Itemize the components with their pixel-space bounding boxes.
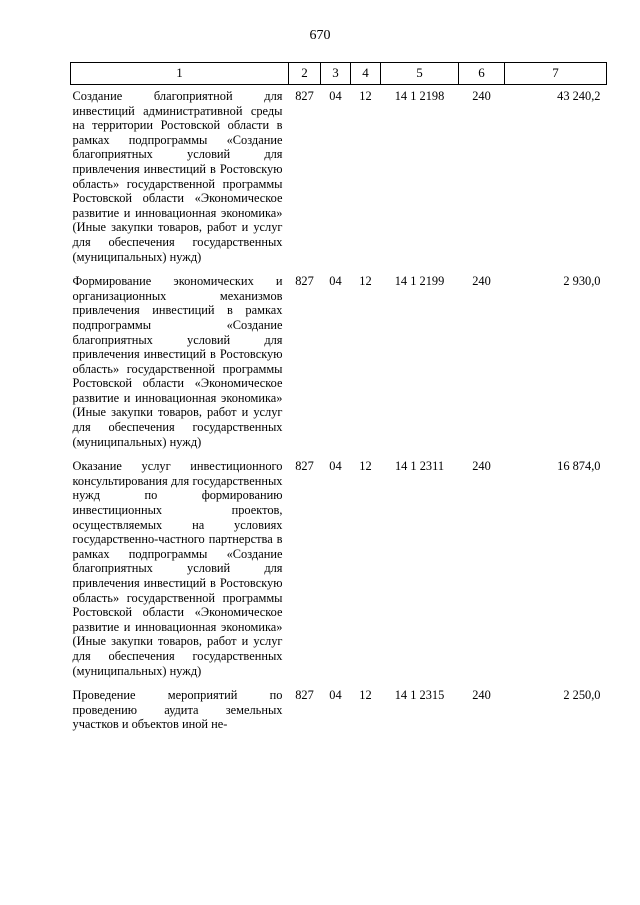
row-description: Создание благоприятной для инвестиций административной среды на территории Ростовской области в рамках подпрограммы «Создание благоприятных условий для привлечения инвестиций в Ростовскую область» государственной программы Ростовской области «Экономическое развитие и инновационная экономика» (Иные закупки товаров, работ и услуг для обеспечения государственных (муниципальных) нужд) bbox=[72, 89, 283, 264]
row-subsection-code: 12 bbox=[359, 89, 372, 103]
row-target-code: 14 1 2311 bbox=[394, 459, 445, 474]
row-expense-type: 240 bbox=[472, 89, 491, 103]
row-subsection-code: 12 bbox=[359, 688, 372, 703]
row-description: Оказание услуг инвестиционного консультирования для государственных нужд по формированию инвестиционных проектов, осуществляемых на условиях государственно-частного партнерства в рамках подпрограммы «Создание благоприятных условий для привлечения инвестиций в Ростовскую область» государственной программы Ростовской области «Экономическое развитие и инновационная экономика» (Иные закупки товаров, работ и услуг для обеспечения государственных (муниципальных) нужд) bbox=[72, 459, 283, 678]
row-amount: 2 930,0 bbox=[563, 274, 601, 289]
budget-table bbox=[70, 62, 607, 738]
row-expense-type: 240 bbox=[472, 274, 491, 289]
row-subsection-code: 12 bbox=[359, 459, 372, 474]
header-col-5: 5 bbox=[381, 63, 459, 85]
row-target-code: 14 1 2198 bbox=[394, 89, 445, 103]
header-col-3: 3 bbox=[321, 63, 351, 85]
row-ministry-code: 827 bbox=[295, 89, 314, 103]
header-col-2: 2 bbox=[289, 63, 321, 85]
table-row bbox=[71, 455, 607, 684]
row-description: Формирование экономических и организационных механизмов привлечения инвестиций в рамках подпрограммы «Создание благоприятных условий для привлечения инвестиций в Ростовскую область» государственной программы Ростовской области «Экономическое развитие и инновационная экономика» (Иные закупки товаров, работ и услуг для обеспечения государственных (муниципальных) нужд) bbox=[72, 274, 283, 449]
row-amount: 16 874,0 bbox=[557, 459, 601, 474]
table-row bbox=[71, 270, 607, 455]
table-header bbox=[71, 63, 607, 85]
table-body bbox=[71, 85, 607, 738]
row-expense-type: 240 bbox=[472, 459, 491, 474]
row-description: Проведение мероприятий по проведению аудита земельных участков и объектов иной не- bbox=[72, 688, 283, 732]
table-row bbox=[71, 684, 607, 738]
header-col-7: 7 bbox=[505, 63, 607, 85]
header-col-4: 4 bbox=[351, 63, 381, 85]
row-amount: 43 240,2 bbox=[557, 89, 601, 103]
header-row bbox=[71, 63, 607, 85]
row-ministry-code: 827 bbox=[295, 688, 314, 703]
table-row bbox=[71, 85, 607, 271]
row-expense-type: 240 bbox=[472, 688, 491, 703]
row-ministry-code: 827 bbox=[295, 459, 314, 474]
header-col-1: 1 bbox=[71, 63, 289, 85]
page-number: 670 bbox=[309, 28, 331, 43]
row-target-code: 14 1 2315 bbox=[394, 688, 445, 703]
row-amount: 2 250,0 bbox=[563, 688, 601, 703]
row-ministry-code: 827 bbox=[295, 274, 314, 289]
row-section-code: 04 bbox=[329, 274, 342, 289]
header-col-6: 6 bbox=[459, 63, 505, 85]
row-section-code: 04 bbox=[329, 89, 342, 103]
row-subsection-code: 12 bbox=[359, 274, 372, 289]
row-section-code: 04 bbox=[329, 688, 342, 703]
row-section-code: 04 bbox=[329, 459, 342, 474]
row-target-code: 14 1 2199 bbox=[394, 274, 445, 289]
